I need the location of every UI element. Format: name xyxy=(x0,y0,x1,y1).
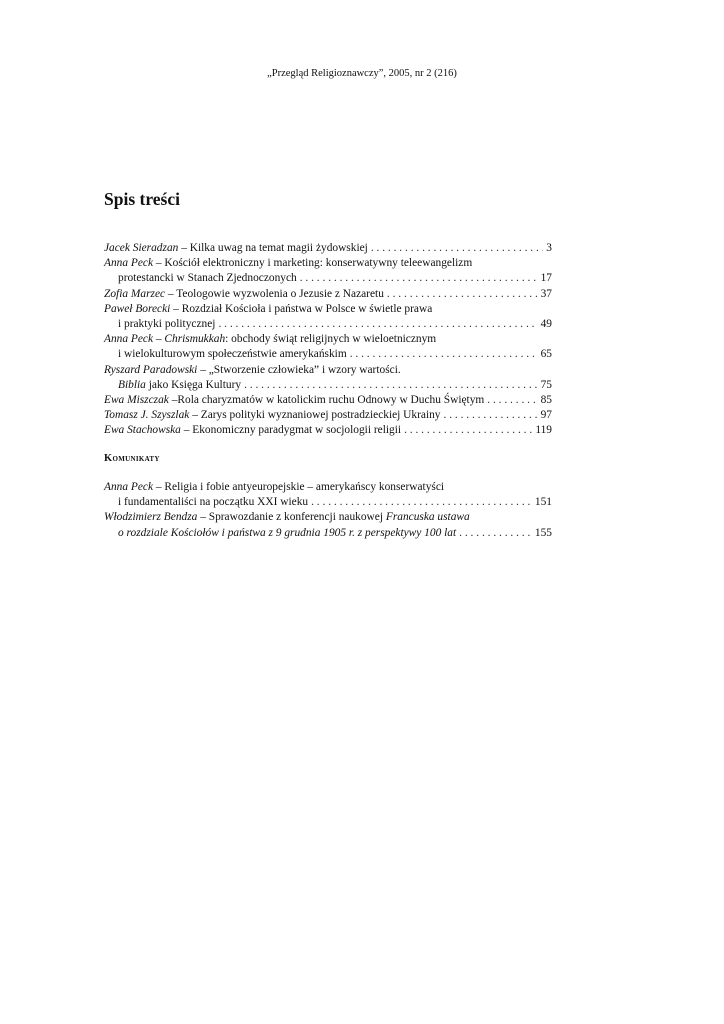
entry-title: Zarys polityki wyznaniowej postradzieckiej Ukrainy xyxy=(200,409,441,422)
entry-title-continued: i fundamentaliści na początku XXI wieku xyxy=(118,496,309,509)
dot-leader xyxy=(387,287,538,302)
page-title: Spis treści xyxy=(104,189,180,209)
entry-title: Kilka uwag na temat magii żydowskiej xyxy=(189,242,368,254)
entry-page-number: 151 xyxy=(534,496,552,509)
entry-title-emphasis: Francuska ustawa xyxy=(385,511,470,524)
dot-leader xyxy=(311,495,532,510)
entry-separator: – xyxy=(170,302,182,315)
toc-entry[interactable] xyxy=(104,510,552,540)
entry-title: : obchody świąt religijnych w wieloetnicznym xyxy=(225,333,437,346)
entry-page-number: 65 xyxy=(540,348,552,361)
entry-author: Ryszard Paradowski xyxy=(104,363,198,376)
entry-page-number: 49 xyxy=(540,318,552,331)
entry-page-number: 3 xyxy=(546,242,552,254)
entry-title: Sprawozdanie z konferencji naukowej xyxy=(208,511,386,524)
entry-author: Anna Peck xyxy=(104,481,154,493)
toc-entry[interactable] xyxy=(104,302,552,332)
entry-author: Ewa Stachowska xyxy=(104,424,181,437)
entry-page-number: 37 xyxy=(540,287,552,300)
toc-entry[interactable] xyxy=(104,423,552,438)
entry-author: Tomasz J. Szyszlak xyxy=(104,409,190,422)
entry-author: Ewa Miszczak xyxy=(104,394,169,407)
entry-author: Anna Peck xyxy=(104,257,154,270)
entry-title: Rozdział Kościoła i państwa w Polsce w świetle prawa xyxy=(181,302,433,315)
entry-separator: – xyxy=(178,242,190,254)
dot-leader xyxy=(350,347,538,362)
entry-author: Jacek Sieradzan xyxy=(104,242,179,254)
dot-leader xyxy=(244,378,538,393)
entry-author: Paweł Borecki xyxy=(104,302,171,315)
dot-leader xyxy=(404,423,532,438)
entry-title: Kościół elektroniczny i marketing: konserwatywny teleewangelizm xyxy=(164,257,473,270)
entry-title: „Stworzenie człowieka” i wzory wartości. xyxy=(208,363,401,376)
toc-entry[interactable] xyxy=(104,332,552,362)
toc-entry[interactable] xyxy=(104,408,552,423)
dot-leader xyxy=(459,526,532,541)
entry-title: Teologowie wyzwolenia o Jezusie z Nazaretu xyxy=(176,287,384,300)
toc-entry[interactable] xyxy=(104,393,552,408)
toc-entry[interactable] xyxy=(104,256,552,286)
entry-title: Religia i fobie antyeuropejskie – amerykańscy konserwatyści xyxy=(164,481,445,493)
running-head: „Przegląd Religioznawczy”, 2005, nr 2 (216) xyxy=(267,68,457,79)
entry-page-number: 85 xyxy=(540,394,552,407)
dot-leader xyxy=(218,317,537,332)
entry-author: Włodzimierz Bendza xyxy=(104,511,198,524)
entry-page-number: 17 xyxy=(540,272,552,285)
entry-title-continued: i praktyki politycznej xyxy=(118,318,216,331)
dot-leader xyxy=(371,241,543,256)
entry-page-number: 155 xyxy=(534,526,552,539)
entry-separator: – xyxy=(189,409,201,422)
entry-title-continued: protestancki w Stanach Zjednoczonych xyxy=(118,272,297,285)
entry-title-continued: jako Księga Kultury xyxy=(145,378,242,391)
entry-separator: – xyxy=(197,511,209,524)
entry-title: Rola charyzmatów w katolickim ruchu Odnowy w Duchu Świętym xyxy=(177,394,485,407)
entry-page-number: 97 xyxy=(540,409,552,422)
komunikaty-list xyxy=(104,480,552,541)
table-of-contents xyxy=(104,241,552,439)
entry-page-number: 119 xyxy=(535,424,552,437)
toc-entry[interactable] xyxy=(104,241,552,256)
entry-separator: – xyxy=(153,257,165,270)
section-heading-komunikaty: Komunikaty xyxy=(104,453,160,464)
dot-leader xyxy=(444,408,538,423)
dot-leader xyxy=(300,271,538,286)
entry-title-continued: i wielokulturowym społeczeństwie amerykańskim xyxy=(118,348,347,361)
toc-entry[interactable] xyxy=(104,287,552,302)
entry-separator: – xyxy=(168,394,178,407)
entry-title-continued: o rozdziale Kościołów i państwa z 9 grudnia 1905 r. z perspektywy 100 lat xyxy=(118,526,457,539)
toc-entry[interactable] xyxy=(104,363,552,393)
entry-separator: – xyxy=(153,333,165,346)
entry-separator: – xyxy=(197,363,209,376)
dot-leader xyxy=(487,393,537,408)
entry-title-emphasis: Biblia xyxy=(118,378,146,391)
toc-entry[interactable] xyxy=(104,480,552,510)
entry-separator: – xyxy=(165,287,177,300)
entry-separator: – xyxy=(180,424,193,437)
entry-page-number: 75 xyxy=(540,378,552,391)
entry-author: Anna Peck xyxy=(104,333,154,346)
entry-title-emphasis: Chrismukkah xyxy=(164,333,226,346)
entry-title: Ekonomiczny paradygmat w socjologii religii xyxy=(192,424,402,437)
entry-separator: – xyxy=(153,481,165,493)
entry-author: Zofia Marzec xyxy=(104,287,166,300)
